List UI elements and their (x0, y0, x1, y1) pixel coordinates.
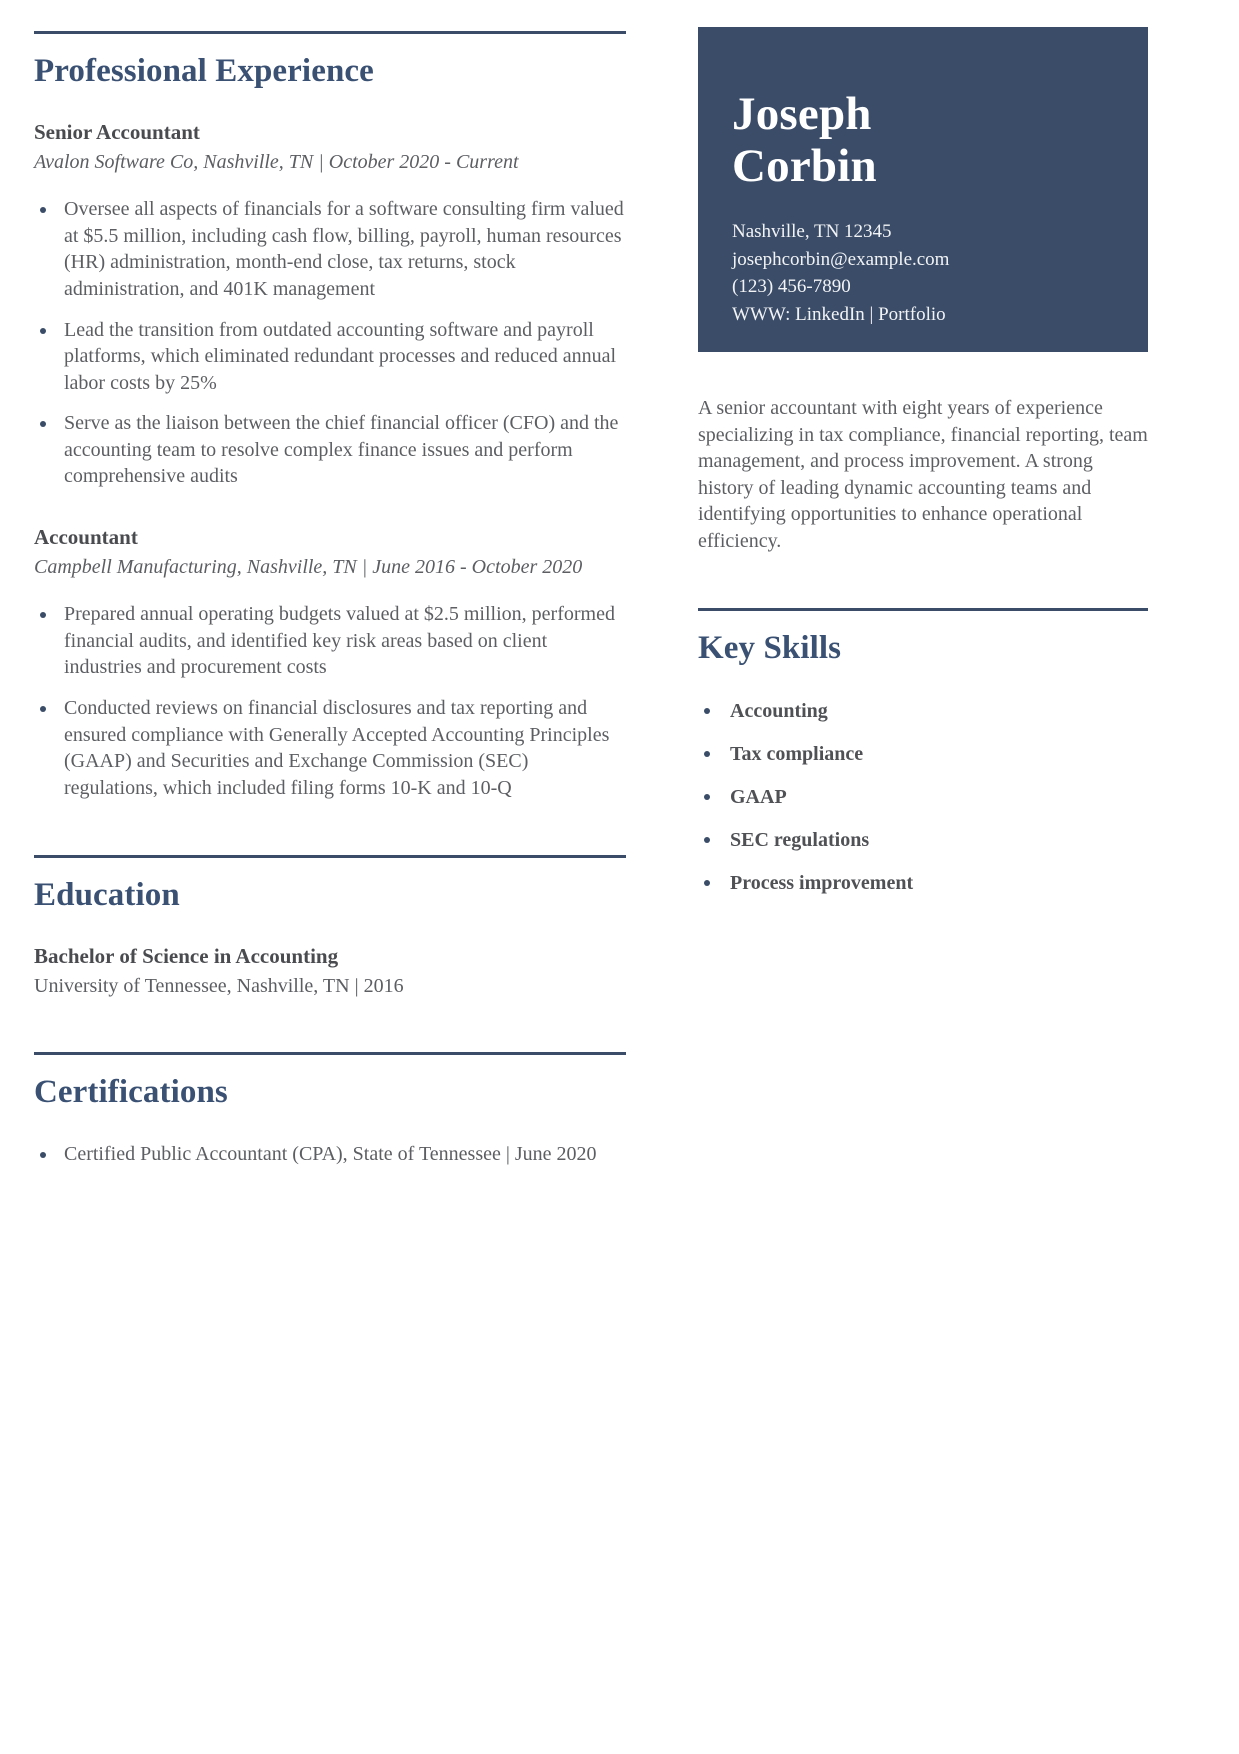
section-title-certifications: Certifications (34, 1073, 228, 1110)
key-skill-text: Tax compliance (730, 742, 864, 765)
key-skill-text: Accounting (730, 699, 828, 722)
job-title: Senior Accountant (34, 119, 200, 144)
key-skill-item (698, 741, 1148, 767)
contact-email[interactable]: josephcorbin@example.com (732, 248, 950, 270)
bullet-dot-icon (704, 880, 710, 886)
contact-phone: (123) 456-7890 (732, 276, 851, 298)
right-column (698, 0, 1148, 896)
bullet-dot-icon (704, 794, 710, 800)
job-bullet (34, 601, 626, 681)
job-meta: Avalon Software Co, Nashville, TN | October 2020 - Current (34, 151, 519, 174)
job-bullet-text: Lead the transition from outdated accounting software and payroll platforms, which eliminated redundant processes and reduced annual labor costs by 25% (64, 318, 617, 394)
job-bullet-text: Conducted reviews on financial disclosures and tax reporting and ensured compliance with Generally Accepted Accounting Principles (GAAP) and Securities and Exchange Commission (SEC) regulations, which included filing forms 10-K and 10-Q (64, 697, 610, 799)
key-skill-item (698, 784, 1148, 810)
key-skill-text: Process improvement (730, 871, 914, 894)
left-column (34, 0, 626, 1167)
bullet-dot-icon (704, 837, 710, 843)
job-meta: Campbell Manufacturing, Nashville, TN | June 2016 - October 2020 (34, 556, 583, 579)
candidate-name-first: Joseph (732, 88, 872, 140)
certifications-list (34, 1141, 626, 1168)
bullet-dot-icon (40, 421, 46, 427)
certification-text: Certified Public Accountant (CPA), State of Tennessee | June 2020 (64, 1142, 597, 1165)
section-title-education: Education (34, 877, 180, 914)
job-bullet (34, 317, 626, 397)
key-skill-text: GAAP (730, 785, 787, 808)
bullet-dot-icon (40, 612, 46, 618)
school-meta: University of Tennessee, Nashville, TN | 2016 (34, 974, 404, 997)
job-title: Accountant (34, 525, 138, 550)
job-entry (34, 525, 626, 801)
education-entry (34, 944, 626, 999)
key-skill-item (698, 698, 1148, 724)
key-skill-text: SEC regulations (730, 828, 870, 851)
bullet-dot-icon (40, 1152, 46, 1158)
job-bullet (34, 695, 626, 801)
certification-item (34, 1141, 626, 1168)
bullet-dot-icon (40, 328, 46, 334)
job-bullet-text: Serve as the liaison between the chief financial officer (CFO) and the accounting team to resolve complex finance issues and perform comprehensive audits (64, 412, 619, 488)
bullet-dot-icon (40, 207, 46, 213)
bullet-dot-icon (704, 751, 710, 757)
professional-summary: A senior accountant with eight years of experience specializing in tax compliance, financial reporting, team management, and process improvement. A strong history of leading dynamic accounting teams and identifying opportunities to enhance operational efficiency. (698, 397, 1148, 552)
job-bullet-list (34, 601, 626, 801)
key-skills-list (698, 698, 1148, 896)
candidate-name-last: Corbin (732, 139, 877, 192)
key-skill-item (698, 827, 1148, 853)
job-entry (34, 120, 626, 490)
degree-title: Bachelor of Science in Accounting (34, 944, 339, 969)
key-skill-item (698, 870, 1148, 896)
contact-address: Nashville, TN 12345 (732, 221, 892, 243)
section-title-experience: Professional Experience (34, 53, 374, 89)
bullet-dot-icon (40, 706, 46, 712)
job-bullet-list (34, 196, 626, 490)
contact-links[interactable]: WWW: LinkedIn | Portfolio (732, 304, 946, 326)
job-bullet (34, 196, 626, 302)
job-bullet (34, 410, 626, 490)
bullet-dot-icon (704, 708, 710, 714)
job-bullet-text: Prepared annual operating budgets valued at $2.5 million, performed financial audits, and identified key risk areas based on client industries and procurement costs (64, 603, 615, 679)
section-title-key-skills: Key Skills (698, 629, 842, 666)
job-bullet-text: Oversee all aspects of financials for a software consulting firm valued at $5.5 million, including cash flow, billing, payroll, human resources (HR) administration, month-end close, tax returns, stock administration, and 401K management (64, 198, 624, 300)
